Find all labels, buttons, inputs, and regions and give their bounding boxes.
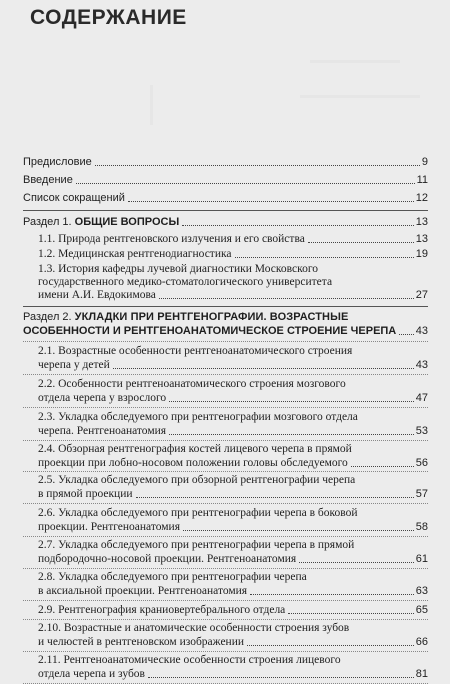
page-number: 56 [415, 457, 428, 469]
toc-section-2-heading[interactable] [23, 324, 428, 338]
page-number: 63 [415, 585, 428, 597]
leader-dots [182, 225, 414, 226]
page-number: 43 [415, 325, 428, 337]
leader-dots [351, 466, 414, 467]
page-title: СОДЕРЖАНИЕ [30, 6, 187, 29]
toc-entry-2-11-line1[interactable]: 2.11. Рентгеноанатомические особенности строения лицевого [38, 654, 341, 666]
section-divider [23, 341, 428, 342]
toc-entry-2-1[interactable]: черепа у детей 43 [38, 359, 428, 371]
page-number: 13 [415, 216, 428, 228]
entry-divider [23, 619, 428, 620]
leader-dots [308, 242, 414, 243]
entry-divider [23, 407, 428, 408]
toc-entry-abbreviations[interactable]: Список сокращений 12 [23, 192, 428, 204]
toc-section-1-heading[interactable]: Раздел 1. ОБЩИЕ ВОПРОСЫ 13 [23, 216, 428, 228]
leader-dots [235, 257, 414, 258]
leader-dots [136, 497, 414, 498]
bleed-through-mark [150, 85, 153, 125]
leader-dots [159, 298, 414, 299]
toc-entry-2-6-line1[interactable]: 2.6. Укладка обследуемого при рентгенографии черепа в боковой [38, 507, 358, 519]
entry-divider [23, 503, 428, 504]
page-number: 12 [415, 192, 428, 204]
bleed-through-mark [300, 95, 420, 98]
entry-divider [23, 374, 428, 375]
entry-divider [23, 440, 428, 441]
toc-entry-2-8-line1[interactable]: 2.8. Укладка обследуемого при рентгенографии черепа [38, 571, 307, 583]
page-number: 13 [415, 233, 428, 245]
section-divider [23, 306, 428, 307]
page-number: 81 [415, 668, 428, 680]
page-number: 43 [415, 359, 428, 371]
leader-dots [76, 183, 415, 184]
page-number: 57 [415, 488, 428, 500]
page-number: 19 [415, 248, 428, 260]
leader-dots [399, 334, 413, 335]
page-number: 61 [415, 553, 428, 565]
toc-entry-2-3[interactable]: черепа. Рентгеноанатомия 53 [38, 425, 428, 437]
entry-divider [23, 600, 428, 601]
toc-entry-2-3-line1[interactable]: 2.3. Укладка обследуемого при рентгенографии мозгового отдела [38, 411, 358, 423]
toc-entry-2-5[interactable]: в прямой проекции 57 [38, 488, 428, 500]
leader-dots [247, 645, 414, 646]
toc-entry-2-5-line1[interactable]: 2.5. Укладка обследуемого при обзорной рентгенографии черепа [38, 474, 356, 486]
toc-entry-introduction[interactable]: Введение 11 [23, 174, 428, 186]
leader-dots [169, 401, 414, 402]
entry-divider [23, 568, 428, 569]
page-number: 66 [415, 636, 428, 648]
toc-entry-2-8[interactable]: в аксиальной проекции. Рентгеноанатомия 63 [38, 585, 428, 597]
section-title: УКЛАДКИ ПРИ РЕНТГЕНОГРАФИИ. ВОЗРАСТНЫЕ [74, 311, 349, 323]
leader-dots [128, 201, 414, 202]
toc-entry-2-7[interactable]: подбородочно-носовой проекции. Рентгеноанатомия 61 [38, 553, 428, 565]
entry-divider [23, 536, 428, 537]
section-title: ОБЩИЕ ВОПРОСЫ [74, 216, 180, 228]
toc-entry-2-4-line1[interactable]: 2.4. Обзорная рентгенография костей лицевого черепа в прямой [38, 443, 352, 455]
leader-dots [113, 368, 414, 369]
page-number: 47 [415, 392, 428, 404]
toc-entry-1-3-line1[interactable]: 1.3. История кафедры лучевой диагностики Московского [38, 263, 319, 275]
section-divider [23, 210, 428, 211]
toc-entry-2-2-line1[interactable]: 2.2. Особенности рентгеноанатомического строения мозгового [38, 378, 346, 390]
toc-entry-2-1-line1[interactable]: 2.1. Возрастные особенности рентгеноанатомического строения [38, 345, 353, 357]
toc-entry-2-10-line1[interactable]: 2.10. Возрастные и анатомические особенности строения зубов [38, 622, 350, 634]
page-number: 11 [416, 174, 428, 186]
section-title: ОСОБЕННОСТИ И РЕНТГЕНОАНАТОМИЧЕСКОЕ СТРОЕНИЕ ЧЕРЕПА [23, 325, 397, 337]
toc-entry-2-6[interactable]: проекции. Рентгеноанатомия 58 [38, 521, 428, 533]
toc-entry-preface[interactable]: Предисловие 9 [23, 156, 428, 168]
toc-entry-2-2[interactable]: отдела черепа у взрослого 47 [38, 392, 428, 404]
toc-entry-2-7-line1[interactable]: 2.7. Укладка обследуемого при рентгенографии черепа в прямой [38, 539, 355, 551]
page-number: 65 [415, 604, 428, 616]
leader-dots [183, 530, 414, 531]
toc-entry-2-9[interactable]: 2.9. Рентгенография краниовертебрального отдела 65 [38, 604, 428, 616]
bleed-through-mark [310, 60, 400, 63]
leader-dots [148, 677, 414, 678]
page-number: 58 [415, 521, 428, 533]
leader-dots [169, 434, 414, 435]
toc-entry-2-11[interactable]: отдела черепа и зубов 81 [38, 668, 428, 680]
toc-entry-2-4[interactable]: проекции при лобно-носовом положении головы обследуемого 56 [38, 457, 428, 469]
leader-dots [95, 165, 420, 166]
toc-entry-2-10[interactable]: и челюстей в рентгеновском изображении 66 [38, 636, 428, 648]
page-number: 53 [415, 425, 428, 437]
toc-entry-1-1[interactable]: 1.1. Природа рентгеновского излучения и его свойства 13 [38, 233, 428, 245]
entry-divider [23, 651, 428, 652]
page-number: 27 [415, 289, 428, 301]
toc-entry-1-3[interactable]: имени А.И. Евдокимова 27 [38, 289, 428, 301]
toc-entry-1-3-line2: государственного медико-стоматологического университета [38, 276, 333, 288]
leader-dots [299, 562, 414, 563]
page-number: 9 [421, 156, 428, 168]
entry-divider [23, 471, 428, 472]
toc-section-2-heading-line1[interactable]: Раздел 2. УКЛАДКИ ПРИ РЕНТГЕНОГРАФИИ. ВОЗРАСТНЫЕ [23, 311, 349, 323]
toc-entry-1-2[interactable]: 1.2. Медицинская рентгенодиагностика 19 [38, 248, 428, 260]
leader-dots [250, 594, 414, 595]
leader-dots [288, 613, 413, 614]
